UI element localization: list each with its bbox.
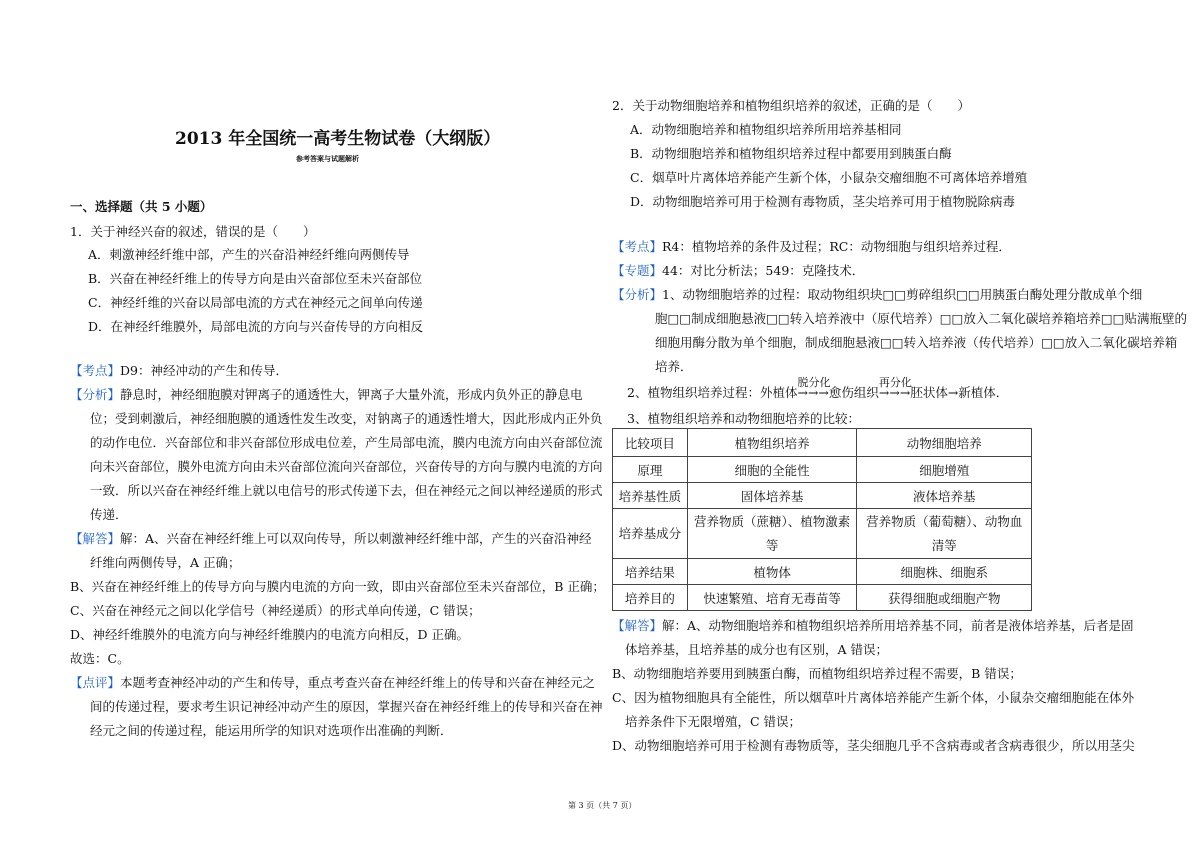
- jieda-tag: 【解答】: [612, 618, 663, 633]
- q1-fenxi-line2: 位；受到刺激后，神经细胞膜的通透性发生改变，对钠离子的通透性增大，因此形成内正外负: [90, 411, 603, 426]
- q2-jieda-line1: [612, 616, 1134, 634]
- fenxi-tag: 【分析】: [70, 387, 121, 402]
- table-row: [613, 429, 1032, 457]
- table-row: [613, 559, 1032, 585]
- q1-jieda-line5: D、神经纤维膜外的电流方向与神经纤维膜内的电流方向相反，D 正确。: [70, 627, 470, 642]
- table-header-cell: 植物组织培养: [687, 429, 857, 457]
- q2-process-line: [627, 376, 1009, 401]
- fenxi-text: 1、动物细胞培养的过程：取动物组织块□□剪碎组织□□用胰蛋白酶处理分散成单个细: [662, 287, 1143, 302]
- table-cell: 获得细胞或细胞产物: [857, 585, 1032, 611]
- q1-option-a: A．刺激神经纤维中部，产生的兴奋沿神经纤维向两侧传导: [88, 247, 410, 262]
- table-cell: 培养基性质: [613, 483, 688, 509]
- q1-fenxi-line5: 一致．所以兴奋在神经纤维上就以电信号的形式传递下去，但在神经元之间以神经递质的形式: [90, 483, 603, 498]
- table-cell: 植物体: [687, 559, 857, 585]
- arrow-label-1: 脱分化: [797, 376, 831, 389]
- table-cell: 营养物质（葡萄糖）、动物血清等: [857, 509, 1032, 559]
- jieda-text: 解：A、动物细胞培养和植物组织培养所用培养基不同，前者是液体培养基，后者是固: [662, 618, 1134, 633]
- page-subtitle: 参考答案与试题解析: [296, 154, 359, 163]
- q1-dianping-line2: 间的传递过程，要求考生识记神经冲动产生的原因，掌握兴奋在神经纤维上的传导和兴奋在神: [90, 699, 603, 714]
- dianping-text: 本题考查神经冲动的产生和传导，重点考查兴奋在神经纤维上的传导和兴奋在神经元之: [120, 675, 596, 690]
- kaodian-tag: 【考点】: [612, 239, 663, 254]
- kaodian-tag: 【考点】: [70, 363, 121, 378]
- q1-jieda-line3: B、兴奋在神经纤维上的传导方向与膜内电流的方向一致，即由兴奋部位至未兴奋部位，B 正确；: [70, 579, 605, 594]
- q1-fenxi-line6: 传递．: [90, 507, 128, 522]
- zhuanti-text: 44：对比分析法；549：克隆技术．: [662, 263, 865, 278]
- fenxi-text: 静息时，神经细胞膜对钾离子的通透性大，钾离子大量外流，形成内负外正的静息电: [120, 387, 583, 402]
- table-cell: 细胞株、细胞系: [857, 559, 1032, 585]
- q1-stem: 1．关于神经兴奋的叙述，错误的是（ ）: [70, 224, 316, 239]
- q1-dianping-line1: [70, 673, 595, 691]
- q2-jieda-line5: 培养条件下无限增殖，C 错误；: [625, 714, 802, 729]
- arrow-redifferentiation: [878, 376, 912, 400]
- q1-fenxi-line3: 的动作电位．兴奋部位和非兴奋部位形成电位差，产生局部电流，膜内电流方向由兴奋部位流: [90, 435, 603, 450]
- q2-stem: 2．关于动物细胞培养和植物组织培养的叙述，正确的是（ ）: [612, 98, 970, 113]
- q1-jieda-line2: 纤维向两侧传导，A 正确；: [90, 555, 241, 570]
- jieda-text: 解：A、兴奋在神经纤维上可以双向传导，所以刺激神经纤维中部，产生的兴奋沿神经: [120, 531, 592, 546]
- q2-jieda-line6: D、动物细胞培养可用于检测有毒物质等，茎尖细胞几乎不含病毒或者含病毒很少，所以用茎尖: [612, 738, 1135, 753]
- q2-jieda-line2: 体培养基，且培养基的成分也有区别，A 错误；: [625, 642, 889, 657]
- comparison-table: [612, 428, 1032, 611]
- q1-kaodian: [70, 361, 288, 379]
- table-header-cell: 比较项目: [613, 429, 688, 457]
- arrow-dedifferentiation: [797, 376, 831, 400]
- kaodian-text: R4：植物培养的条件及过程；RC：动物细胞与组织培养过程．: [662, 239, 1011, 254]
- q2-kaodian: [612, 237, 1011, 255]
- process-mid1: 愈伤组织: [828, 385, 879, 400]
- table-row: [613, 457, 1032, 483]
- q1-dianping-line3: 经元之间的传递过程，能运用所学的知识对选项作出准确的判断．: [90, 723, 453, 738]
- q1-option-b: B．兴奋在神经纤维上的传导方向是由兴奋部位至未兴奋部位: [88, 271, 423, 286]
- table-cell: 营养物质（蔗糖）、植物激素等: [687, 509, 857, 559]
- zhuanti-tag: 【专题】: [612, 263, 663, 278]
- table-cell: 培养基成分: [613, 509, 688, 559]
- q2-option-c: C．烟草叶片离体培养能产生新个体，小鼠杂交瘤细胞不可离体培养增殖: [630, 170, 1028, 185]
- q2-option-b: B．动物细胞培养和植物组织培养过程中都要用到胰蛋白酶: [630, 146, 952, 161]
- table-cell: 原理: [613, 457, 688, 483]
- arrow-glyph: →→→: [878, 385, 911, 400]
- table-row: [613, 585, 1032, 611]
- table-header-cell: 动物细胞培养: [857, 429, 1032, 457]
- q2-jieda-line3: B、动物细胞培养要用到胰蛋白酶，而植物组织培养过程不需要，B 错误；: [612, 666, 1022, 681]
- fenxi-tag: 【分析】: [612, 287, 663, 302]
- page-title: 2013 年全国统一高考生物试卷（大纲版）: [175, 129, 501, 149]
- q2-option-a: A．动物细胞培养和植物组织培养所用培养基相同: [630, 122, 902, 137]
- q1-fenxi-line1: [70, 385, 583, 403]
- q2-fenxi-line1: [612, 285, 1142, 303]
- q1-fenxi-line4: 向未兴奋部位，膜外电流方向由未兴奋部位流向兴奋部位，兴奋传导的方向与膜内电流的方向: [90, 459, 603, 474]
- q2-compare-heading: 3、植物组织培养和动物细胞培养的比较：: [627, 411, 860, 426]
- q2-zhuanti: [612, 261, 864, 279]
- process-mid2: 胚状体→新植体．: [910, 385, 1009, 400]
- page-number-footer: 第 3 页（共 7 页）: [568, 801, 637, 810]
- table-cell: 快速繁殖、培育无毒苗等: [687, 585, 857, 611]
- dianping-tag: 【点评】: [70, 675, 121, 690]
- q1-option-c: C．神经纤维的兴奋以局部电流的方式在神经元之间单向传递: [88, 295, 423, 310]
- process-prefix: 2、植物组织培养过程：外植体: [627, 385, 798, 400]
- section-heading: 一、选择题（共 5 小题）: [70, 199, 213, 214]
- q2-fenxi-line2: 胞□□制成细胞悬液□□转入培养液中（原代培养）□□放入二氧化碳培养箱培养□□贴满瓶壁的: [655, 311, 1187, 326]
- arrow-label-2: 再分化: [878, 376, 912, 389]
- q2-option-d: D．动物细胞培养可用于检测有毒物质，茎尖培养可用于植物脱除病毒: [630, 194, 1016, 209]
- q1-jieda-line6: 故选：C。: [70, 651, 130, 666]
- table-cell: 细胞的全能性: [687, 457, 857, 483]
- table-cell: 培养目的: [613, 585, 688, 611]
- kaodian-text: D9：神经冲动的产生和传导．: [120, 363, 288, 378]
- q1-jieda-line1: [70, 529, 592, 547]
- arrow-glyph: →→→: [797, 385, 829, 400]
- q1-jieda-line4: C、兴奋在神经元之间以化学信号（神经递质）的形式单向传递，C 错误；: [70, 603, 481, 618]
- jieda-tag: 【解答】: [70, 531, 121, 546]
- q2-jieda-line4: C、因为植物细胞具有全能性，所以烟草叶片离体培养能产生新个体，小鼠杂交瘤细胞能在体外: [612, 690, 1135, 705]
- table-cell: 固体培养基: [687, 483, 857, 509]
- table-cell: 培养结果: [613, 559, 688, 585]
- table-row: [613, 509, 1032, 559]
- table-cell: 细胞增殖: [857, 457, 1032, 483]
- q1-option-d: D．在神经纤维膜外，局部电流的方向与兴奋传导的方向相反: [88, 319, 424, 334]
- q2-fenxi-line3: 细胞用酶分散为单个细胞，制成细胞悬液□□转入培养液（传代培养）□□放入二氧化碳培养箱: [655, 335, 1178, 350]
- q2-fenxi-line4: 培养．: [655, 359, 693, 374]
- table-row: [613, 483, 1032, 509]
- table-cell: 液体培养基: [857, 483, 1032, 509]
